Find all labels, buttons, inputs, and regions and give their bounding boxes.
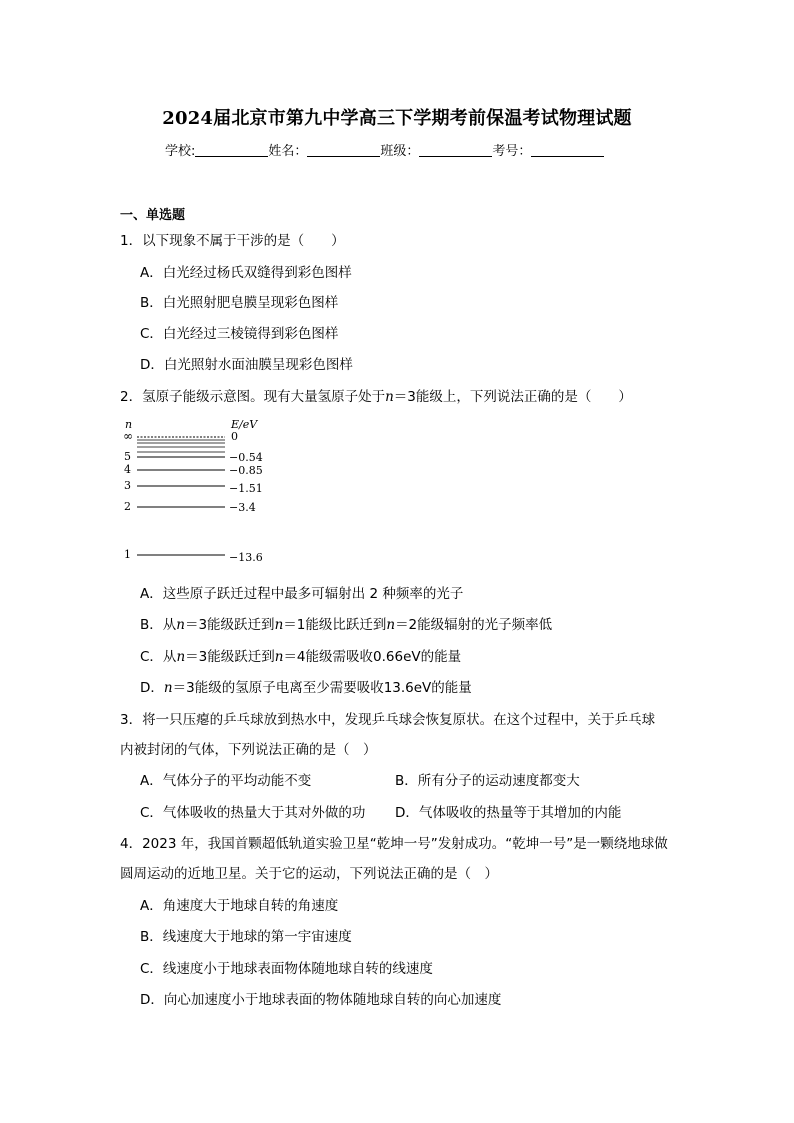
q4-option-c: C．线速度小于地球表面物体随地球自转的线速度 [140, 961, 433, 977]
q4-option-a: A．角速度大于地球自转的角速度 [140, 898, 339, 914]
level-2-e: −3.4 [229, 501, 256, 514]
level-1-e: −13.6 [229, 551, 263, 564]
q3-option-b: B．所有分子的运动速度都变大 [395, 773, 580, 789]
var-n: n [274, 649, 284, 665]
q3-stem-line2: 内被封闭的气体，下列说法正确的是（ ） [120, 742, 377, 758]
q2-b-part4: ＝2能级辐射的光子频率低 [395, 617, 553, 633]
level-4-n: 4 [124, 463, 131, 476]
class-blank[interactable] [419, 144, 492, 157]
level-inf-n: ∞ [123, 429, 133, 443]
q2-c-part1: C．从 [140, 649, 177, 665]
q3-option-a: A．气体分子的平均动能不变 [140, 773, 312, 789]
level-5-n: 5 [124, 450, 131, 463]
q2-b-part2: ＝3能级跃迁到 [184, 617, 275, 633]
q3-option-c: C．气体吸收的热量大于其对外做的功 [140, 805, 366, 821]
id-blank[interactable] [531, 144, 604, 157]
name-label: 姓名： [268, 144, 308, 159]
q2-stem-pre: 2．氢原子能级示意图。现有大量氢原子处于 [120, 389, 386, 405]
q2-b-part1: B．从 [140, 617, 177, 633]
diagram-n-label: n [125, 418, 133, 431]
level-3-n: 3 [124, 479, 131, 492]
level-4-e: −0.85 [229, 464, 263, 477]
q2-option-c [140, 645, 461, 665]
q2-b-part3: ＝1能级比跃迁到 [283, 617, 387, 633]
q2-stem-post: ＝3能级上，下列说法正确的是（ ） [393, 389, 632, 405]
diagram-e-label: E/eV [231, 418, 258, 431]
q3-stem-line1: 3．将一只压瘪的乒乓球放到热水中，发现乒乓球会恢复原状。在这个过程中，关于乒乓球 [120, 712, 656, 728]
level-1-n: 1 [124, 548, 131, 561]
exam-title: 2024届北京市第九中学高三下学期考前保温考试物理试题 [162, 108, 632, 129]
q2-option-b [140, 613, 552, 633]
level-inf-e: 0 [231, 430, 238, 443]
q2-c-part2: ＝3能级跃迁到 [185, 649, 275, 665]
q1-option-b: B．白光照射肥皂膜呈现彩色图样 [140, 295, 339, 311]
school-blank[interactable] [195, 144, 268, 157]
student-info-line [165, 140, 604, 159]
level-3-e: −1.51 [229, 482, 263, 495]
energy-level-diagram [115, 414, 275, 569]
id-label: 考号： [492, 144, 532, 159]
q2-option-a: A．这些原子跃迁过程中最多可辐射出 2 种频率的光子 [140, 586, 464, 602]
var-n: n [163, 680, 173, 696]
var-n: n [385, 389, 394, 405]
name-blank[interactable] [307, 144, 380, 157]
level-5-e: −0.54 [229, 451, 263, 464]
var-n: n [386, 617, 396, 633]
q2-stem [120, 385, 632, 405]
q2-option-d [140, 676, 472, 696]
q2-c-part3: ＝4能级需吸收0.66eV的能量 [283, 649, 462, 665]
q1-option-c: C．白光经过三棱镜得到彩色图样 [140, 326, 339, 342]
q4-stem-line2: 圆周运动的近地卫星。关于它的运动，下列说法正确的是（ ） [120, 866, 498, 882]
level-2-n: 2 [124, 500, 131, 513]
q1-stem: 1．以下现象不属于干涉的是（ ） [120, 233, 345, 249]
var-n: n [274, 617, 284, 633]
q1-option-d: D．白光照射水面油膜呈现彩色图样 [140, 357, 353, 373]
class-label: 班级： [380, 144, 420, 159]
q2-d-part2: ＝3能级的氢原子电离至少需要吸收13.6eV的能量 [172, 680, 472, 696]
q2-d-part1: D． [140, 680, 164, 696]
var-n: n [176, 617, 185, 633]
q4-option-b: B．线速度大于地球的第一宇宙速度 [140, 929, 352, 945]
q3-option-d: D．气体吸收的热量等于其增加的内能 [395, 805, 622, 821]
q1-option-a: A．白光经过杨氏双缝得到彩色图样 [140, 265, 352, 281]
var-n: n [176, 649, 186, 665]
q4-stem-line1: 4．2023 年，我国首颗超低轨道实验卫星“乾坤一号”发射成功。“乾坤一号”是一颗绕地球做 [120, 836, 668, 852]
section-heading: 一、单选题 [120, 208, 186, 223]
school-label: 学校: [165, 144, 196, 159]
q4-option-d: D．向心加速度小于地球表面的物体随地球自转的向心加速度 [140, 992, 502, 1008]
